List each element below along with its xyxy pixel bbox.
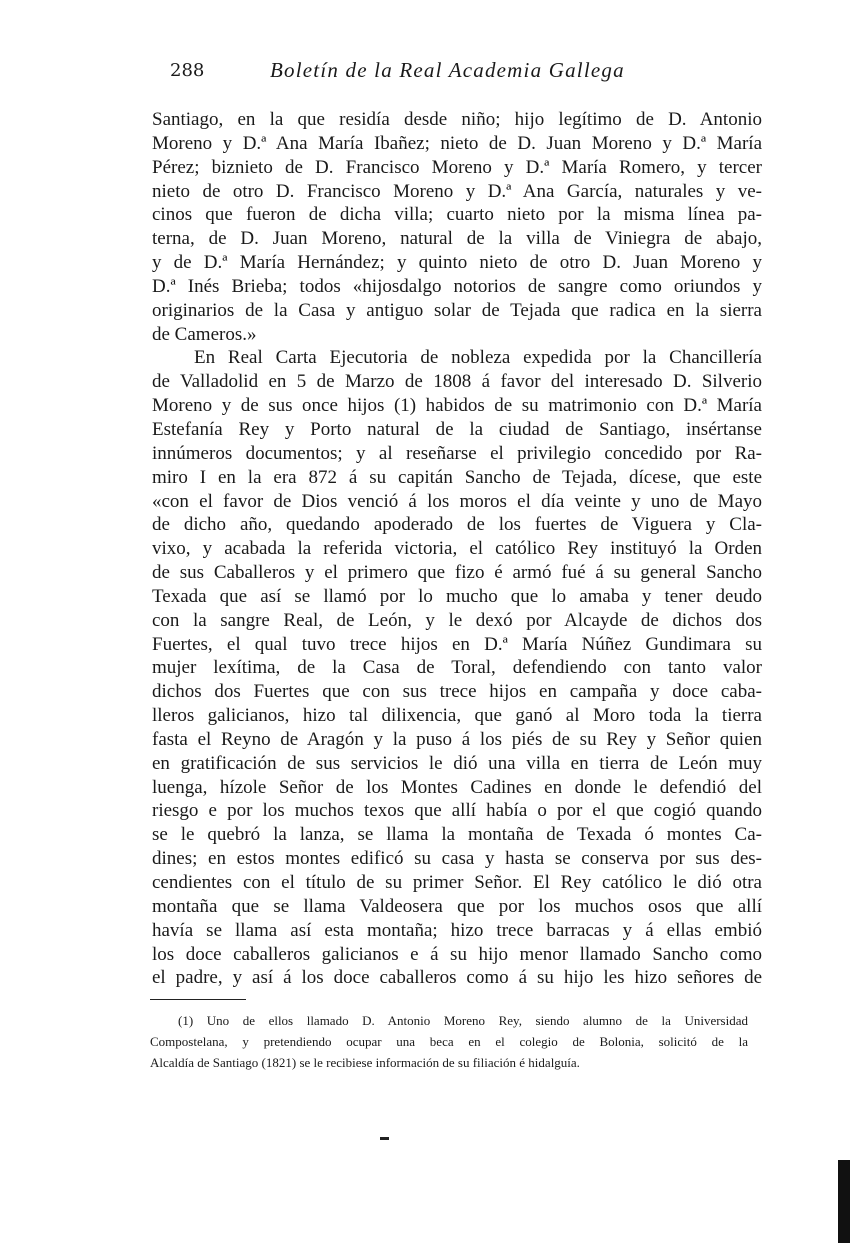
text-line: dichos dos Fuertes que con sus trece hijos en campaña y doce caba- — [152, 681, 762, 703]
text-line: mujer lexítima, de la Casa de Toral, defendiendo con tanto valor — [152, 657, 762, 679]
footnote — [150, 1010, 748, 1073]
page-header — [170, 58, 650, 88]
text-line: los doce caballeros galicianos e á su hijo menor llamado Sancho como — [152, 943, 762, 965]
footnote-line: Alcaldía de Santiago (1821) se le recibiese información de su filiación é hidalguía. — [150, 1055, 580, 1070]
text-line: en gratificación de sus servicios le dió una villa en tierra de León muy — [152, 752, 762, 774]
text-line: «con el favor de Dios venció á los moros el día veinte y uno de Mayo — [152, 490, 762, 512]
text-line: dines; en estos montes edificó su casa y hasta se conserva por sus des- — [152, 848, 762, 870]
text-line: fasta el Reyno de Aragón y la puso á los piés de su Rey y Señor quien — [152, 728, 762, 750]
page-number: 288 — [170, 60, 205, 81]
footnote-line: (1) Uno de ellos llamado D. Antonio Moreno Rey, siendo alumno de la Universidad — [178, 1013, 748, 1028]
text-line: Moreno y de sus once hijos (1) habidos de su matrimonio con D.ª María — [152, 395, 762, 417]
footnote-divider — [150, 999, 246, 1000]
text-line: con la sangre Real, de León, y le dexó por Alcayde de dichos dos — [152, 609, 762, 631]
scan-edge-shadow — [838, 1160, 850, 1243]
body-text — [152, 108, 762, 990]
text-line: miro I en la era 872 á su capitán Sancho de Tejada, dícese, que este — [152, 466, 762, 488]
text-line: originarios de la Casa y antiguo solar de Tejada que radica en la sierra — [152, 299, 762, 321]
footnote-line: Compostelana, y pretendiendo ocupar una beca en el colegio de Bolonia, solicitó de la — [150, 1034, 748, 1049]
text-line: Fuertes, el qual tuvo trece hijos en D.ª María Núñez Gundimara su — [152, 633, 762, 655]
text-line: havía se llama así esta montaña; hizo trece barracas y á ellas embió — [152, 919, 762, 941]
text-line: el padre, y así á los doce caballeros como á su hijo les hizo señores de — [152, 967, 762, 989]
text-line: de Cameros.» — [152, 323, 257, 345]
text-line: Moreno y D.ª Ana María Ibañez; nieto de D. Juan Moreno y D.ª María — [152, 132, 762, 154]
text-line: terna, de D. Juan Moreno, natural de la villa de Viniegra de abajo, — [152, 228, 762, 250]
text-line: lleros galicianos, hizo tal dilixencia, que ganó al Moro toda la tierra — [152, 705, 762, 727]
text-line: se le quebró la lanza, se llama la montaña de Texada ó montes Ca- — [152, 824, 762, 846]
text-line: innúmeros documentos; y al reseñarse el privilegio concedido por Ra- — [152, 442, 762, 464]
text-line: de Valladolid en 5 de Marzo de 1808 á favor del interesado D. Silverio — [152, 371, 762, 393]
text-line: Texada que así se llamó por lo mucho que lo amaba y tener deudo — [152, 585, 762, 607]
printer-mark — [380, 1137, 389, 1140]
text-line: de dicho año, quedando apoderado de los fuertes de Viguera y Cla- — [152, 514, 762, 536]
text-line: Estefanía Rey y Porto natural de la ciudad de Santiago, insértanse — [152, 418, 762, 440]
text-line: de sus Caballeros y el primero que fizo é armó fué á su general Sancho — [152, 562, 762, 584]
running-title: Boletín de la Real Academia Gallega — [270, 58, 625, 82]
text-line: D.ª Inés Brieba; todos «hijosdalgo notorios de sangre como oriundos y — [152, 275, 762, 297]
text-line: luenga, hízole Señor de los Montes Cadines en donde le defendió del — [152, 776, 762, 798]
text-line: riesgo e por los muchos texos que allí había o por el que cogió quando — [152, 800, 762, 822]
text-line: Pérez; biznieto de D. Francisco Moreno y D.ª María Romero, y tercer — [152, 156, 762, 178]
text-line: Santiago, en la que residía desde niño; hijo legítimo de D. Antonio — [152, 109, 762, 130]
text-line: cendientes con el título de su primer Señor. El Rey católico le dió otra — [152, 872, 762, 893]
text-line: cinos que fueron de dicha villa; cuarto nieto por la misma línea pa- — [152, 204, 762, 226]
text-line: En Real Carta Ejecutoria de nobleza expedida por la Chancillería — [194, 347, 762, 369]
text-line: y de D.ª María Hernández; y quinto nieto de otro D. Juan Moreno y — [152, 252, 762, 274]
text-line: vixo, y acabada la referida victoria, el católico Rey instituyó la Orden — [152, 538, 762, 560]
text-line: montaña que se llama Valdeosera que por los muchos osos que allí — [152, 895, 762, 917]
text-line: nieto de otro D. Francisco Moreno y D.ª Ana García, naturales y ve- — [152, 180, 762, 202]
